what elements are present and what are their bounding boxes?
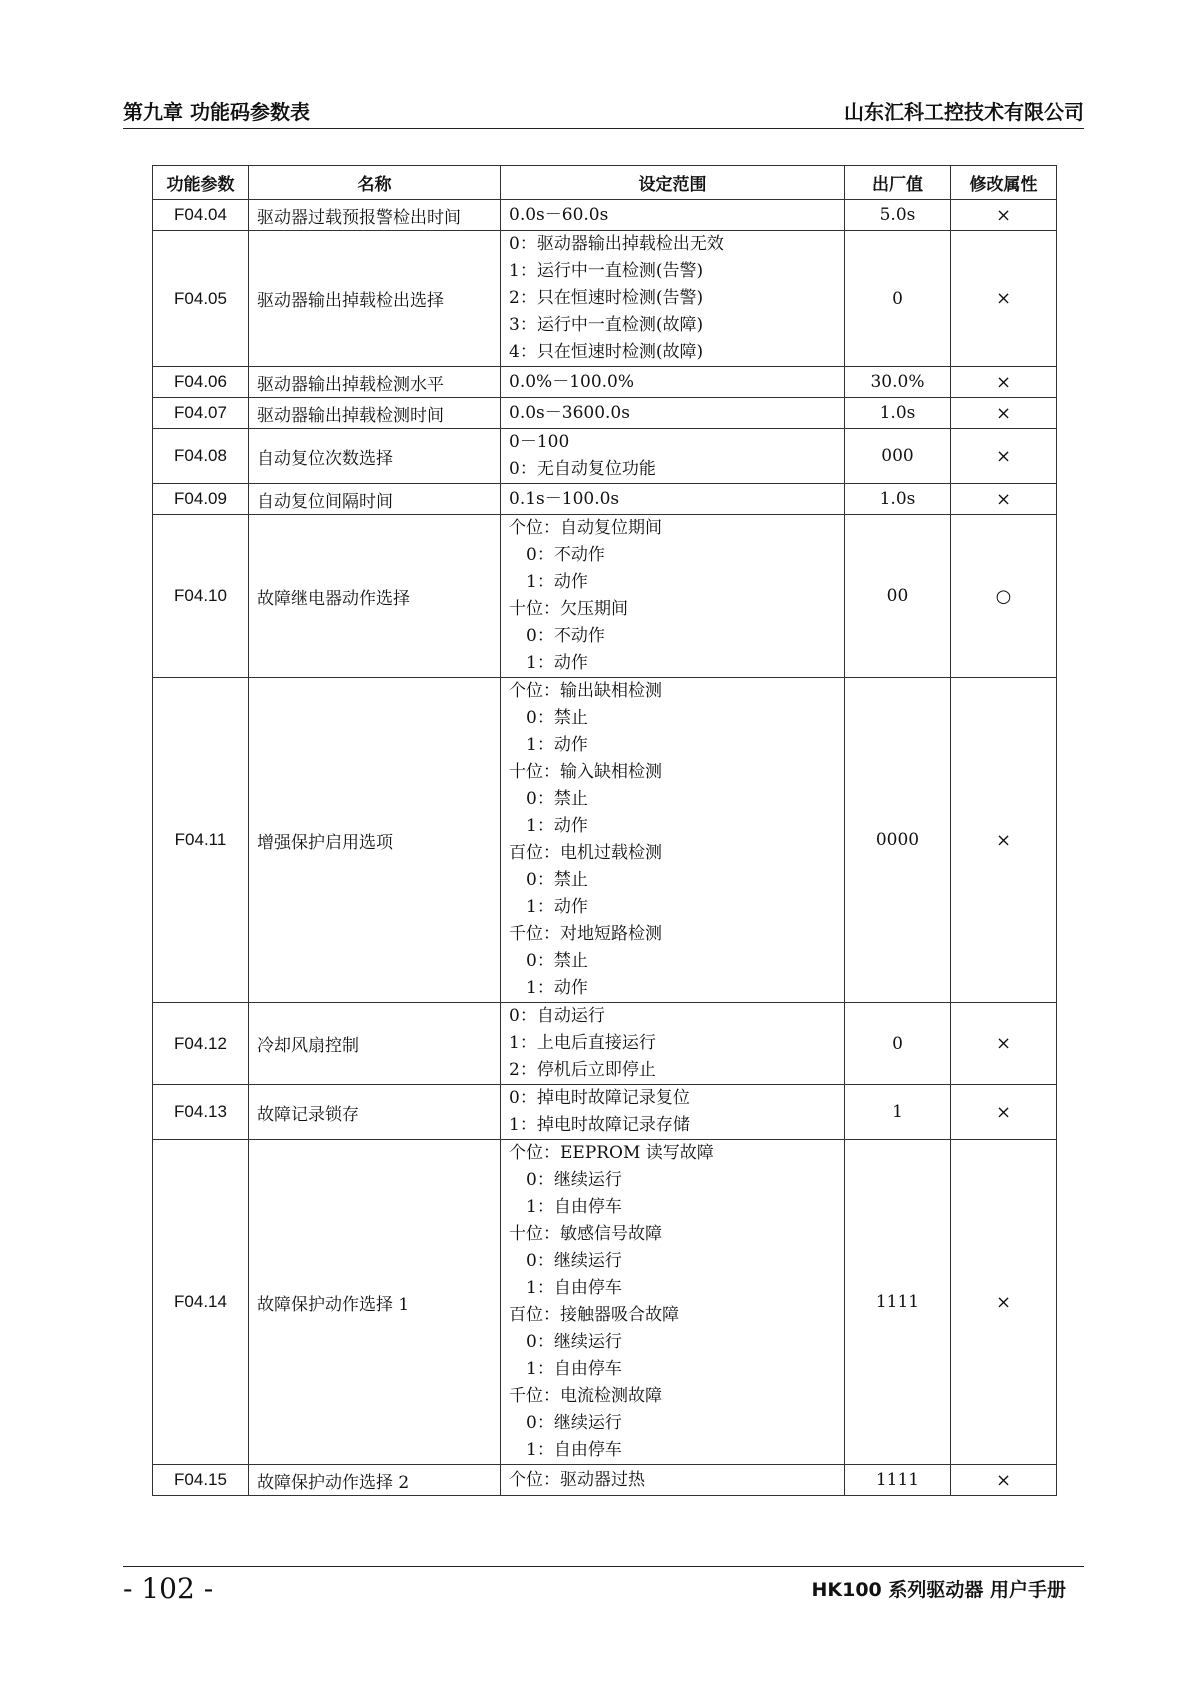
range-line: 0－100 [509,432,570,452]
manual-title: HK100 系列驱动器 用户手册 [811,1579,1066,1601]
range-line: 1：动作 [509,816,588,836]
range-line: 0：无自动复位功能 [509,459,656,479]
column-header-default: 出厂值 [845,166,951,200]
param-name: 驱动器输出掉载检测时间 [249,398,501,429]
range-line: 0：自动运行 [509,1006,605,1026]
range-line: 个位：驱动器过热 [509,1469,645,1490]
param-attribute: × [951,1003,1057,1085]
param-attribute: × [951,367,1057,398]
param-code: F04.06 [153,367,249,398]
range-line: 1：动作 [509,735,588,755]
table-row [153,1085,1057,1140]
range-line: 0：继续运行 [509,1170,622,1190]
param-default: 1111 [845,1465,951,1496]
page-number: - 102 - [123,1572,214,1605]
param-name: 故障保护动作选择 2 [249,1465,501,1496]
param-range [501,1085,845,1140]
range-line: 个位：EEPROM 读写故障 [509,1143,714,1163]
param-attribute: × [951,429,1057,484]
range-line: 1：自由停车 [509,1440,622,1460]
param-name: 驱动器输出掉载检出选择 [249,231,501,367]
param-range [501,678,845,1003]
param-range [501,484,845,515]
param-default: 1.0s [845,398,951,429]
param-code: F04.13 [153,1085,249,1140]
range-line: 0：继续运行 [509,1332,622,1352]
param-code: F04.12 [153,1003,249,1085]
param-default: 0000 [845,678,951,1003]
param-default: 5.0s [845,200,951,231]
param-code: F04.15 [153,1465,249,1496]
chapter-title: 第九章 功能码参数表 [123,100,310,124]
range-line: 1：自由停车 [509,1197,622,1217]
param-code: F04.04 [153,200,249,231]
range-line: 百位：电机过载检测 [509,843,662,863]
table-row [153,231,1057,367]
range-line: 个位：自动复位期间 [509,518,662,538]
param-attribute: × [951,1140,1057,1465]
range-line: 1：动作 [509,897,588,917]
param-attribute: × [951,1465,1057,1496]
param-range [501,1465,845,1496]
param-default: 1.0s [845,484,951,515]
param-default: 1 [845,1085,951,1140]
param-default: 30.0% [845,367,951,398]
param-default: 000 [845,429,951,484]
range-line: 0：继续运行 [509,1251,622,1271]
param-default: 0 [845,1003,951,1085]
range-line: 0：禁止 [509,789,588,809]
range-line: 1：运行中一直检测(告警) [509,261,704,281]
param-code: F04.08 [153,429,249,484]
range-line: 十位：欠压期间 [509,599,628,619]
range-line: 0：继续运行 [509,1413,622,1433]
param-range [501,515,845,678]
param-attribute: × [951,1085,1057,1140]
param-range [501,1140,845,1465]
range-line: 十位：敏感信号故障 [509,1224,662,1244]
table-body [153,200,1057,1496]
range-line: 2：只在恒速时检测(告警) [509,288,704,308]
table-row [153,484,1057,515]
table-row [153,515,1057,678]
param-name: 驱动器输出掉载检测水平 [249,367,501,398]
param-name: 故障记录锁存 [249,1085,501,1140]
footer-divider [123,1566,1084,1567]
param-attribute: × [951,484,1057,515]
table-row [153,398,1057,429]
param-default: 0 [845,231,951,367]
range-line: 0.0%－100.0% [509,371,635,392]
table-row [153,367,1057,398]
range-line: 1：上电后直接运行 [509,1033,656,1053]
param-code: F04.07 [153,398,249,429]
table-row [153,1003,1057,1085]
range-line: 0.1s－100.0s [509,488,620,509]
param-name: 自动复位间隔时间 [249,484,501,515]
header-divider [123,128,1084,129]
param-attribute: × [951,200,1057,231]
range-line: 0：禁止 [509,870,588,890]
range-line: 1：动作 [509,572,588,592]
range-line: 个位：输出缺相检测 [509,681,662,701]
column-header-attribute: 修改属性 [951,166,1057,200]
param-name: 自动复位次数选择 [249,429,501,484]
param-name: 故障继电器动作选择 [249,515,501,678]
range-line: 0：驱动器输出掉载检出无效 [509,234,724,254]
range-line: 1：动作 [509,653,588,673]
range-line: 百位：接触器吸合故障 [509,1305,679,1325]
param-code: F04.10 [153,515,249,678]
column-header-code: 功能参数 [153,166,249,200]
range-line: 3：运行中一直检测(故障) [509,315,704,335]
range-line: 2：停机后立即停止 [509,1060,656,1080]
column-header-name: 名称 [249,166,501,200]
param-name: 增强保护启用选项 [249,678,501,1003]
param-name: 故障保护动作选择 1 [249,1140,501,1465]
param-range [501,1003,845,1085]
table-row [153,1140,1057,1465]
param-default: 00 [845,515,951,678]
param-code: F04.05 [153,231,249,367]
table-header-row [153,166,1057,200]
param-default: 1111 [845,1140,951,1465]
param-range [501,367,845,398]
range-line: 0.0s－60.0s [509,204,609,225]
range-line: 0：禁止 [509,951,588,971]
range-line: 0：禁止 [509,708,588,728]
company-name: 山东汇科工控技术有限公司 [844,100,1084,124]
range-line: 1：掉电时故障记录存储 [509,1115,690,1135]
range-line: 1：自由停车 [509,1359,622,1379]
range-line: 0：不动作 [509,626,605,646]
param-attribute: × [951,231,1057,367]
range-line: 千位：对地短路检测 [509,924,662,944]
param-range [501,398,845,429]
param-name: 驱动器过载预报警检出时间 [249,200,501,231]
range-line: 0：掉电时故障记录复位 [509,1088,690,1108]
parameter-table [152,165,1057,1496]
range-line: 十位：输入缺相检测 [509,762,662,782]
table-row [153,429,1057,484]
param-range [501,429,845,484]
range-line: 4：只在恒速时检测(故障) [509,342,704,362]
param-attribute: ○ [951,515,1057,678]
range-line: 0：不动作 [509,545,605,565]
range-line: 0.0s－3600.0s [509,402,630,423]
table-row [153,678,1057,1003]
param-range [501,231,845,367]
param-attribute: × [951,678,1057,1003]
table-row [153,1465,1057,1496]
table-row [153,200,1057,231]
param-code: F04.14 [153,1140,249,1465]
param-name: 冷却风扇控制 [249,1003,501,1085]
range-line: 1：自由停车 [509,1278,622,1298]
range-line: 1：动作 [509,978,588,998]
range-line: 千位：电流检测故障 [509,1386,662,1406]
param-code: F04.11 [153,678,249,1003]
column-header-range: 设定范围 [501,166,845,200]
param-attribute: × [951,398,1057,429]
param-code: F04.09 [153,484,249,515]
param-range [501,200,845,231]
